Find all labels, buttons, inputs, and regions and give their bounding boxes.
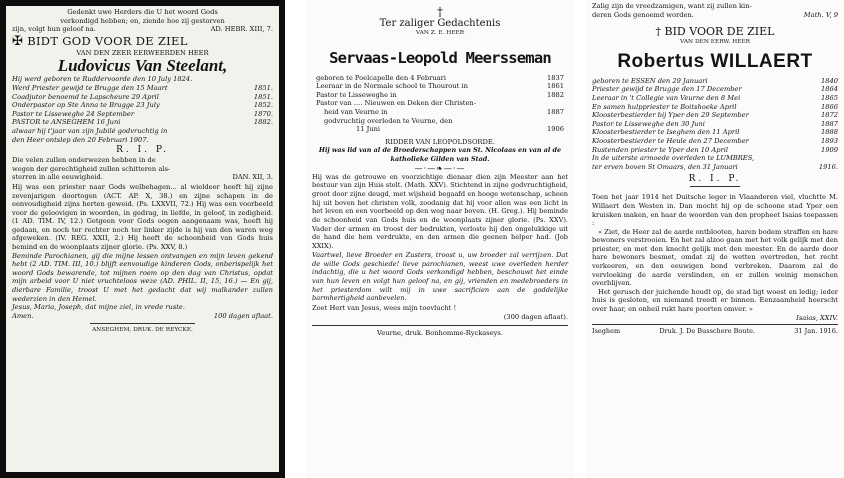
text-line: 1861 [546, 82, 564, 91]
card2-order: RIDDER VAN LEOPOLDSORDE. [385, 137, 495, 146]
text-line: Pastor van .... Nieuwen en Deken der Christen- [316, 99, 476, 108]
text-line: Coadjutor benoemd te Lapscheure 29 April [12, 92, 159, 101]
text-line: 100 dagen aflaat. [213, 311, 273, 320]
bio-line [316, 117, 564, 126]
bio-line [592, 163, 838, 172]
card3-rip: R. I. P. [688, 174, 742, 185]
card1-rip: R. I. P. [116, 145, 169, 156]
text-line: 1851. [253, 92, 273, 101]
text-line: Leeraar in de Normale school te Thourout in [316, 82, 468, 91]
cross-icon: ✠ [12, 33, 24, 49]
text-line: Leeraar in 't Collegie van Veurne den 8 Mei [592, 93, 741, 102]
text-line: 1852. [253, 101, 273, 110]
text-line: 1882. [253, 118, 273, 127]
bio-line [12, 110, 273, 119]
bio-line [592, 77, 838, 86]
card1-van: VAN DEN ZEER EERWEERDEN HEER [76, 48, 209, 57]
text-line: 1864 [820, 85, 838, 94]
card2-membership: Hij was lid van al de Broederschappen van St. Nicolaas en van al de katholieke Gilden van Stad. [318, 146, 562, 163]
text-line: 1887 [546, 107, 564, 116]
card1-rule [90, 323, 194, 324]
text-line: Math. V, 9 [803, 10, 838, 19]
bio-line [592, 154, 838, 163]
card3-van: VAN DEN EERW. HEER [680, 39, 750, 46]
text-line: 1866 [820, 102, 838, 111]
card1-name: Ludovicus Van Steelant, [57, 56, 228, 76]
card2-name: Servaas-Leopold Meersseman [329, 48, 551, 67]
memorial-card-meersseman [306, 0, 574, 478]
text-line: Kloosterbestierder bij Yper den 29 September [592, 111, 749, 120]
text-line: PASTOR te ANSEGHEM 16 Juni [12, 118, 121, 127]
text-line: Werd Priester gewijd te Brugge den 15 Maart [12, 83, 168, 92]
text-line: Hij werd geboren te Ruddervoorde den 10 July 1824. [12, 75, 193, 84]
text-line: Die velen zullen onderwezen hebben in de [12, 156, 156, 165]
card3-biography [592, 77, 838, 172]
card1-biography [12, 75, 273, 144]
text-line: verkondigd hebben; en, ziende hoe zij gestorven [60, 16, 225, 25]
text-line: Pastor te Lisseweghe in [316, 90, 397, 99]
text-line: 1840 [820, 76, 838, 85]
text-line: Iseghem [592, 327, 621, 336]
bio-line [316, 91, 564, 100]
bio-line [592, 103, 838, 112]
text-line: den Heer ontslep den 20 Februari 1907. [12, 135, 149, 144]
text-line: alwaar hij t'jaar van zijn Jubilé godvruchtig in [12, 126, 168, 135]
card1-parish-address: Beminde Parochianen, gij die mijne lessen ontvangen en mijn leven gekend hebt (2 AD. TIM. III, 10.) blijft eenvoudige kinderen Gods, onberispelijk het woord Gods bewarende, tot mijnen roem op den dag van Christus, opdat mijn arbeid voor U niet vruchteloos weze (AD. PHIL. II, 15, 16.) — En gij, dierbare Familie, troost U met het gedacht dat wij malkander zullen wederzien in den Hemel. [12, 251, 273, 303]
text-line: 1888 [820, 128, 838, 137]
text-line: Zoet Hert van Jesus, wees mijn toevlucht ! [312, 304, 457, 313]
text-line: Priester gewijd te Brugge den 17 December [592, 85, 742, 94]
text-line: ter erven boven St Omaars, den 31 Januari [592, 162, 738, 171]
text-line: wegen der gerechtigheid zullen schitteren als- [12, 164, 171, 173]
bio-line [592, 85, 838, 94]
bio-line [592, 128, 838, 137]
bio-line [12, 101, 273, 110]
card3-rule [690, 186, 739, 187]
card2-van: VAN Z. E. HEER [415, 30, 465, 36]
bio-line [592, 146, 838, 155]
text-line: heid van Veurne in [324, 107, 388, 116]
card3-name: Robertus WILLAERT [617, 50, 813, 72]
text-line: 1837 [546, 73, 564, 82]
card3-body-isaias-2: Het gerusch der juichende houdt op, de stad ligt woest en ledig; ieder huis is gesloten, en niemand treedt er binnen. Eenzaamheid heerscht over haar, en onheil rukt hare poorten omver. » [592, 287, 838, 314]
text-line: sterren in alle eeuwigheid. [12, 173, 103, 182]
text-line: Rustenden priester te Yper den 10 April [592, 145, 729, 154]
text-line: Zalig zijn de vreedzamigen, want zij zullen kin- [592, 2, 752, 10]
cross-icon: † [437, 5, 443, 19]
card3-top-quote [592, 2, 838, 19]
text-line: godvruchtig overleden te Veurne, den [324, 116, 453, 125]
text-line: geboren te ESSEN den 29 Januari [592, 76, 708, 85]
bio-line [12, 84, 273, 93]
text-line: zijn, volgt hun geloof na. [12, 25, 96, 34]
ornament-divider: —·—❧—·— [414, 163, 466, 173]
text-line: Onderpastor op Ste Anna te Brugge 23 July [12, 101, 160, 110]
text-line: AD. HEBR. XIII, 7. [210, 25, 273, 34]
card2-title: Ter zaliger Gedachtenis [379, 18, 501, 29]
text-line: En samen hulppriester te Boitshoeke April [592, 102, 737, 111]
card2-body: Hij was de getrouwe en voorzichtige dienaar dien zijn Meester aan het bestuur van zijn Huis stelt. (Math. XXV). Stichtend in zijne godvruchtigheid, groot door zijne deugd, met wijsheid begaafd en hooge wetenschap, scheen hij uit boven het christen volk, zoodanig dat hij voor allen was een licht in het leven en een voorbeeld op den weg naar boven. (H. Greg.). Hij beminde de schoonheid van Gods huis en de woonplaats zijner glorie. (Ps. XXV). Vader der armen en troost der bedrukten, verloste hij den ongelukkige uit de hand die hem verdrukte, en den armen die geenen helper had. (Job XXIX). [312, 172, 568, 251]
text-line: Pastor te Lisseweghe 24 September [12, 109, 135, 118]
text-line: 1870. [253, 109, 273, 118]
text-line: 1916. [818, 162, 838, 171]
bio-line [316, 108, 564, 117]
text-line: BIDT GOD VOOR DE ZIEL [27, 33, 188, 48]
text-line: 1865 [820, 93, 838, 102]
card3-footer [592, 327, 838, 336]
text-line: DAN. XII, 3. [232, 173, 273, 182]
card2-rule [312, 325, 568, 326]
card3-bid-heading: † BID VOOR DE ZIEL [655, 25, 775, 39]
card2-biography [312, 74, 568, 134]
card2-farewell: Vaartwel, lieve Broeder en Zusters, troost u, uw broeder zal verrijzen. Dat de wille Gods geschiede! lieve parochianen, weest uwe overleden herder indachtig, die u het woord Gods verkondigd hebben, beschouwt het einde van hun leven en volgt hun geloof na, en gij, vrienden en medebroeders in het priesterdom wilt mij in uwe sacrificien aan de goddelijke barmhertigheid aanbevelen. [312, 250, 568, 303]
card3-body-isaias: « Ziet, de Heer zal de aarde ontblooten, haren bodem straffen en hare bewoners verstrooien. En het zal alzoo gaan met het volk gelijk met den priester, en met den knecht gelijk met den meester. En de aarde door hare bewoners besmet, omdat zij de wetten overtreden, het recht verkeeren, en den eeuwigen bond verbreken. Daarom zal de vervloeking de aarde verslinden, en er zullen weinig menschen overblijven. [592, 227, 838, 288]
text-line: Gedenkt uwe Herders die U het woord Gods [67, 8, 218, 16]
card1-top-quote [12, 8, 273, 34]
card1-bid-heading [12, 34, 273, 49]
text-line: 1893 [820, 136, 838, 145]
text-line: Kloosterbestierder te Iseghem den 11 April [592, 128, 740, 137]
text-line: 1882 [546, 90, 564, 99]
card2-prayer [312, 304, 568, 313]
bio-line [592, 94, 838, 103]
text-line: deren Gods genoemd worden. [592, 10, 694, 19]
text-line: Kloosterbestierder te Heule den 27 December [592, 136, 749, 145]
card1-quote-daniel [12, 156, 273, 182]
card3-isaias-ref: Isaias, XXIV. [796, 313, 838, 322]
text-line: Druk. J. De Busschere Boute. [659, 327, 756, 336]
text-line: 1872 [820, 111, 838, 120]
bio-line [316, 74, 564, 83]
card1-printer: ANSEGHEM, DRUK. DE REYCKE. [92, 327, 193, 334]
bio-line [12, 93, 273, 102]
bio-line [592, 137, 838, 146]
bio-line [316, 125, 564, 134]
text-line: 1906 [546, 125, 564, 134]
memorial-card-van-steelant [0, 0, 285, 478]
text-line: In de uiterste armoede overleden te LUMBRES, [592, 154, 755, 163]
text-line: 1909 [820, 145, 838, 154]
text-line: 11 Juni [356, 125, 381, 134]
text-line: Jesus, Maria, Joseph, dat mijne ziel, in vrede ruste. Amen. [12, 303, 186, 320]
text-line: 1887 [820, 119, 838, 128]
text-line: 1851. [253, 83, 273, 92]
memorial-card-willaert [586, 0, 844, 478]
card1-prayer [12, 303, 273, 320]
card3-body-intro: Toen het jaar 1914 het Duitsche leger in Vlaanderen viel, vluchtte M. Willaert den Westen in. Dan mocht hij op de schoone stad Yper een kruisken maken, en haar de woorden van den propheet Isaias toepassen : [592, 193, 838, 228]
bio-line [592, 111, 838, 120]
card1-body: Hij was een priester naar Gods welbehagen... al wieldeer heeft hij zijne zevenjarigen doortogen (ACT. AP. X, 38.) en zijne schapen in de eenvoudigheid zijns herten geweid. (Ps. LXXVII, 72.) Hij was een voorbeeld voor de geloovigen in woorden, in gedrag, in liefde, in geloof, in zedigheid. (1 AD. TIM. IV, 12.) Getgeen voor Gods oogen aangenaam was, heeft hij gedaan, en noch ter rechter noch ter linker zijde is hij van den waren weg afgeweken. (IV. REG. XXII, 2.) Hij heeft de schoonheid van Gods huis bemind en de woonplaats zijner glorie. (Ps. XXV, 8.) [12, 182, 273, 252]
card2-indulgence: (300 dagen aflaat). [503, 312, 568, 321]
card3-footer-rule [592, 324, 838, 325]
text-line: geboren te Poelcapelle den 4 Februari [316, 73, 446, 82]
card2-printer: Veurne, druk. Bonhomme-Ryckaseys. [377, 329, 503, 338]
bio-line [316, 82, 564, 91]
bio-line [12, 118, 273, 127]
bio-line [592, 120, 838, 129]
card1-paper [6, 6, 279, 472]
bio-line [12, 75, 273, 84]
bio-line [316, 99, 564, 108]
text-line: 31 Jan. 1916. [794, 327, 838, 336]
text-line: Pastor te Lisseweghe den 30 Juni [592, 119, 705, 128]
